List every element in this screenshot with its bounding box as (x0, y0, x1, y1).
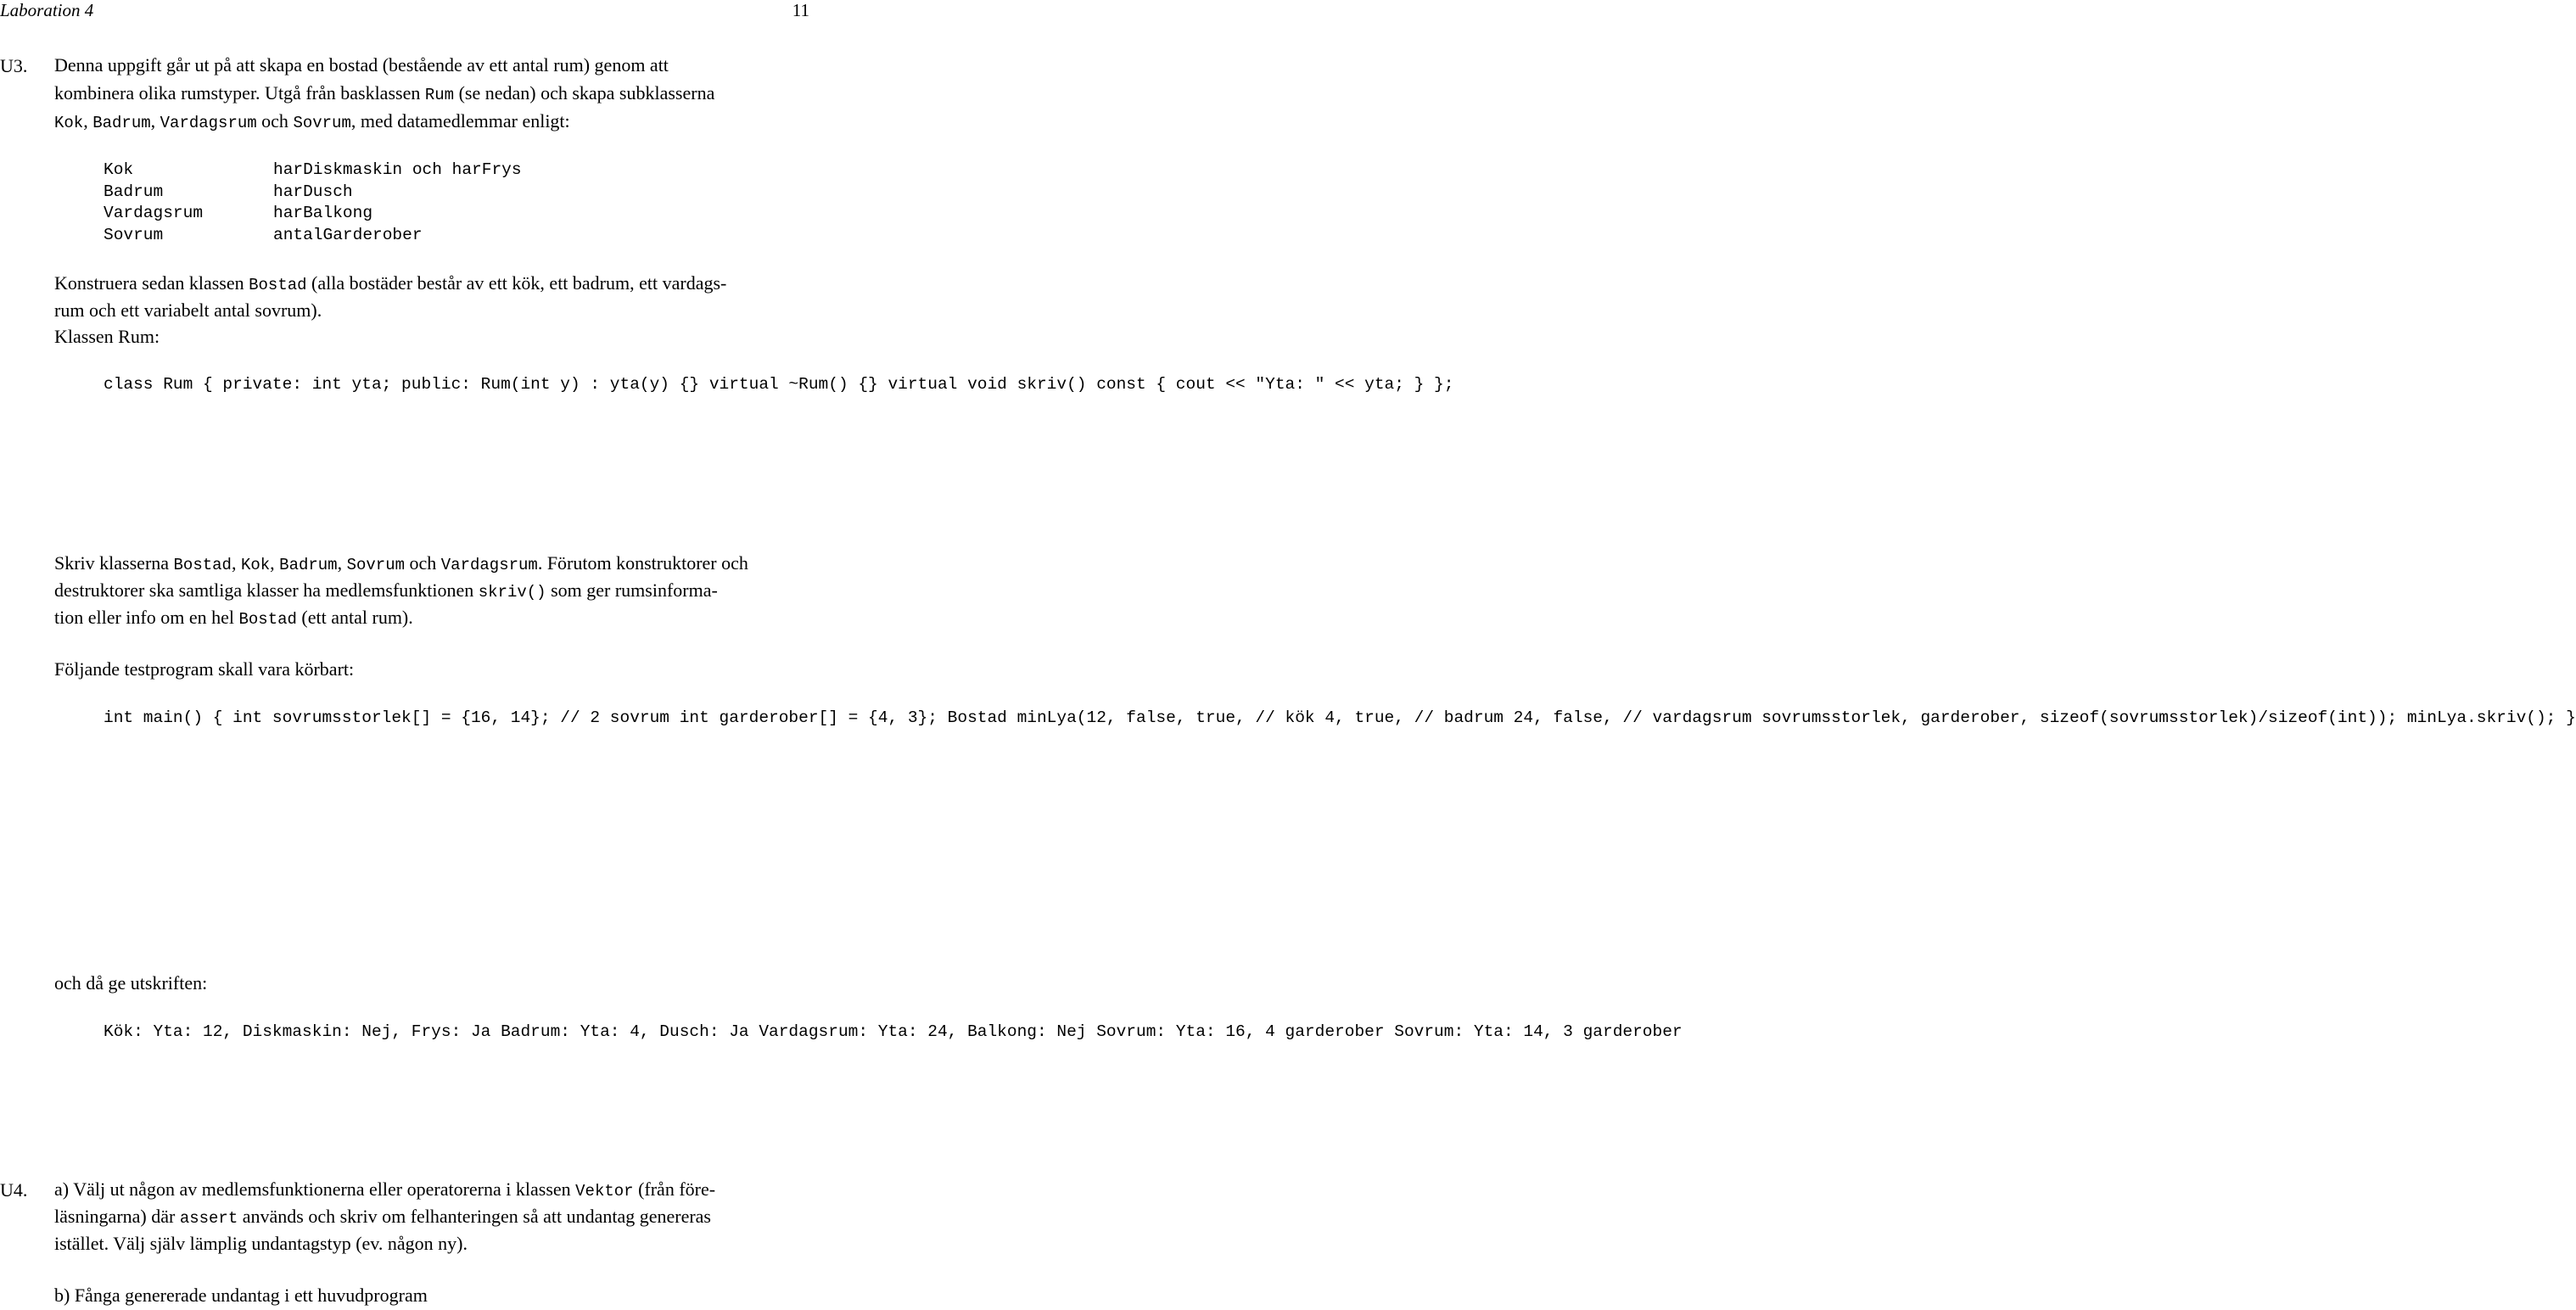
u3-intro-line-3: Kok, Badrum, Vardagsrum och Sovrum, med datamedlemmar enligt: (54, 110, 570, 132)
klassen-rum-label: Klassen Rum: (54, 326, 160, 347)
member-room: Kok (104, 160, 134, 179)
members-room-column (104, 160, 203, 246)
member-room: Sovrum (104, 225, 164, 244)
member-fields: harDusch (273, 182, 353, 201)
member-fields: harBalkong (273, 204, 373, 223)
task-label-u4: U4. (0, 1179, 28, 1201)
skriv-line-3: tion eller info om en hel Bostad (ett antal rum). (54, 607, 413, 629)
class-rum-code-block: class Rum { private: int yta; public: Rum(int y) : yta(y) {} virtual ~Rum() {} virtual void skriv() const { cout << "Yta: " << yta; } }; (104, 375, 1454, 394)
members-field-column (273, 160, 522, 246)
u4-a-line-2: läsningarna) där assert används och skriv om felhanteringen så att undantag genereras (54, 1206, 711, 1228)
u3-intro-line-1: Denna uppgift går ut på att skapa en bostad (bestående av ett antal rum) genom att (54, 54, 669, 76)
output-code-block: Kök: Yta: 12, Diskmaskin: Nej, Frys: Ja Badrum: Yta: 4, Dusch: Ja Vardagsrum: Yta: 24, Balkong: Nej Sovrum: Yta: 16, 4 garderober Sovrum: Yta: 14, 3 garderober (104, 1022, 1683, 1041)
u3-intro-line-2: kombinera olika rumstyper. Utgå från basklassen Rum (se nedan) och skapa subklasserna (54, 82, 715, 104)
construct-line-2: rum och ett variabelt antal sovrum). (54, 300, 322, 321)
member-fields: antalGarderober (273, 225, 423, 244)
skriv-line-2: destruktorer ska samtliga klasser ha medlemsfunktionen skriv() som ger rumsinforma- (54, 579, 718, 602)
member-room: Badrum (104, 182, 164, 201)
skriv-line-1: Skriv klasserna Bostad, Kok, Badrum, Sovrum och Vardagsrum. Förutom konstruktorer och (54, 552, 748, 574)
u4-b-line: b) Fånga genererade undantag i ett huvudprogram (54, 1285, 428, 1306)
running-header-title: Laboration 4 (0, 0, 94, 20)
testprogram-label: Följande testprogram skall vara körbart: (54, 658, 355, 680)
member-fields: harDiskmaskin och harFrys (273, 160, 522, 179)
output-label: och då ge utskriften: (54, 972, 208, 994)
page-number: 11 (792, 0, 809, 20)
main-code-block: int main() { int sovrumsstorlek[] = {16, 14}; // 2 sovrum int garderober[] = {4, 3}; Bostad minLya(12, false, true, // kök 4, true, // badrum 24, false, // vardagsrum sovrumsstorlek, garderober, sizeof(sovrumsstorlek)/sizeof(int)); minLya.skriv(); } (104, 708, 2576, 727)
construct-line-1: Konstruera sedan klassen Bostad (alla bostäder består av ett kök, ett badrum, ett vardags- (54, 272, 727, 294)
task-label-u3: U3. (0, 55, 28, 76)
u4-a-line-3: istället. Välj själv lämplig undantagstyp (ev. någon ny). (54, 1233, 468, 1254)
member-room: Vardagsrum (104, 204, 204, 223)
u4-a-line-1: a) Välj ut någon av medlemsfunktionerna eller operatorerna i klassen Vektor (från före- (54, 1178, 716, 1201)
